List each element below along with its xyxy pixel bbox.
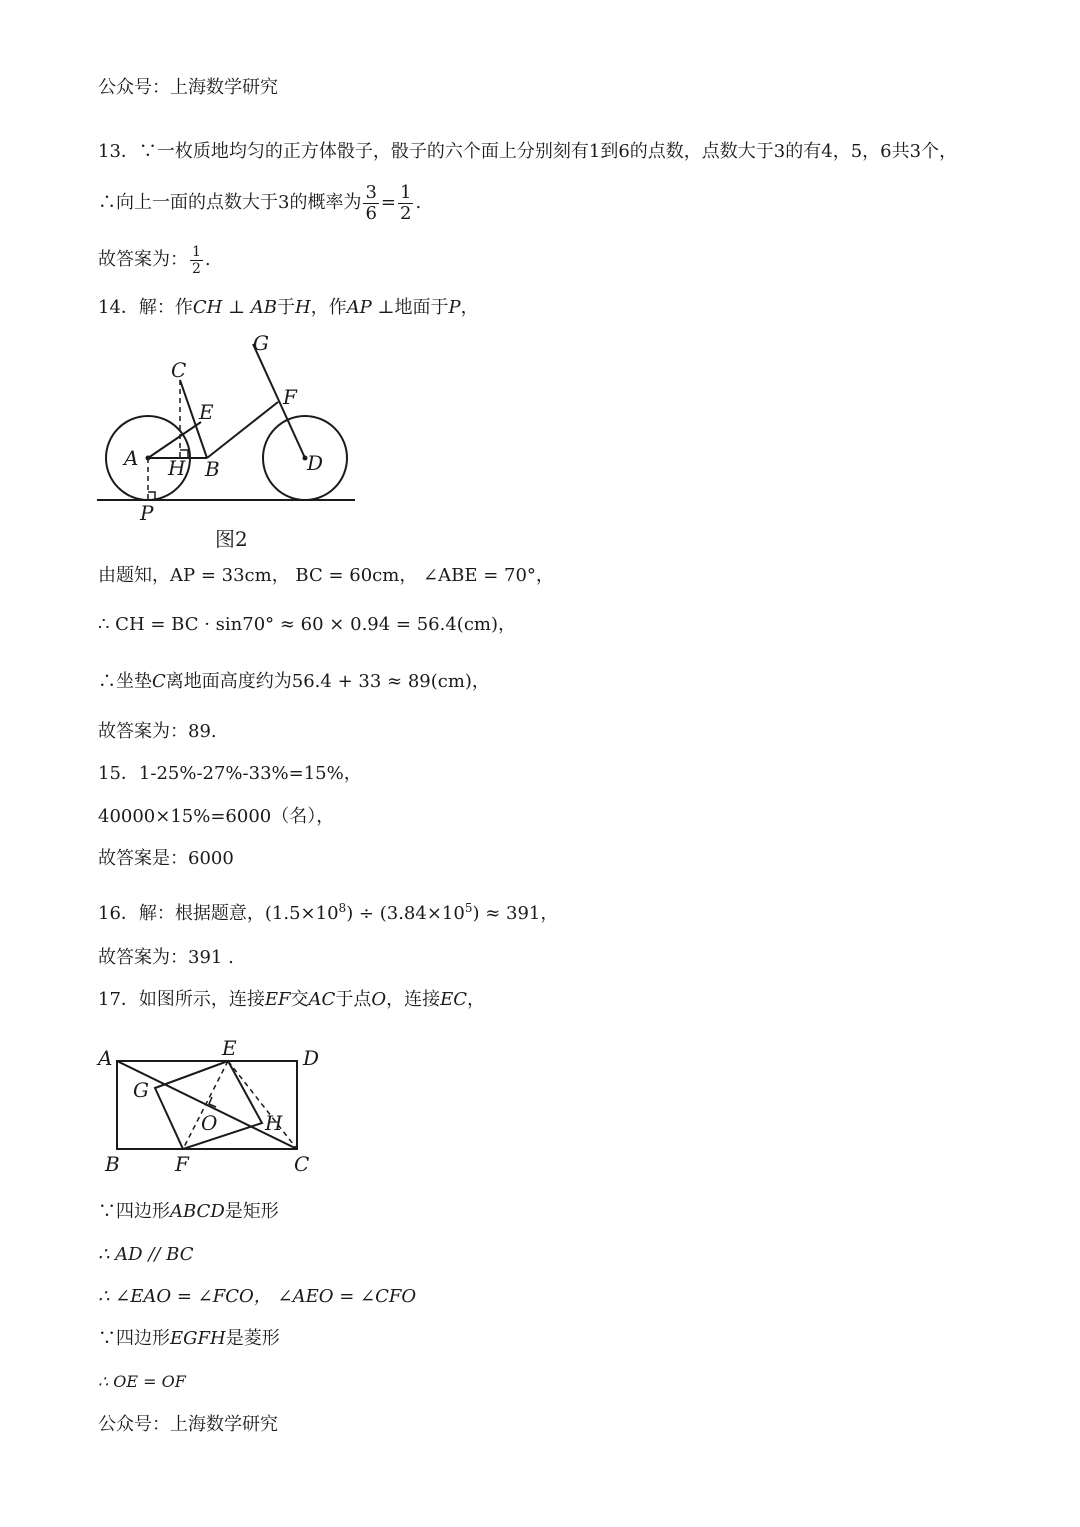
bicycle-figure [95,330,365,555]
label-E: E [222,1036,237,1060]
label-E: E [199,400,214,424]
q17-intro-c: 交 [290,989,309,1010]
q13-answer-prefix: 故答案为： [98,249,188,270]
q13-line2-suffix: . [415,192,422,213]
q13-answer-suffix: . [204,249,211,270]
label-O: O [201,1111,218,1135]
q16-prefix: 16．解：根据题意， [98,903,265,924]
q14-answer: 故答案为：89. [98,721,217,742]
q14-intro-c: 于 [276,297,295,318]
q17-s5: ∴ OE = OF [98,1372,186,1391]
label-D: D [303,1046,320,1070]
q14-intro-f: AP ⊥ [346,297,395,318]
q17-s1-c: 是矩形 [224,1201,279,1222]
q14-step1: ∴ CH = BC · sin70° ≈ 60 × 0.94 = 56.4(cm)， [98,614,516,635]
q13-fraction-1 [363,183,378,224]
q17-intro-h: EC [440,989,468,1010]
label-G: G [133,1078,149,1102]
q13-fraction-2 [398,183,413,224]
label-C: C [294,1152,310,1176]
segment-GD [253,344,305,458]
q16-answer: 故答案为：391 . [98,947,234,968]
q14-intro-h: P [448,297,461,318]
label-A: A [98,1046,113,1070]
segment-EC-dashed [228,1061,297,1149]
q14-intro-b: CH ⊥ AB [192,297,277,318]
q13-line2-prefix: ∴向上一面的点数大于3的概率为 [98,192,362,213]
q13-ans-denominator: 2 [192,260,201,277]
q13-f2-denominator: 2 [400,202,412,224]
q14-step2 [98,668,490,696]
q16-line1 [98,894,558,928]
q14-step2-a: ∴坐垫 [98,671,152,692]
q14-given: 由题知，AP = 33cm， BC = 60cm， ∠ABE = 70°， [98,565,554,586]
figure-caption: 图2 [215,527,248,551]
label-H: H [168,456,186,480]
q15-line2: 40000×15%=6000（名）， [98,806,335,827]
q17-intro-f: O [371,989,387,1010]
q16-expr-3: ) ≈ 391， [472,903,559,924]
q13-line2 [98,180,421,226]
q15-answer: 故答案是：6000 [98,848,234,869]
q17-intro-i: ， [467,989,486,1010]
q13-equals: = [380,192,396,213]
q14-step2-b: C [152,671,166,692]
label-F: F [175,1152,189,1176]
point-A [146,456,151,461]
q17-intro-a: 17．如图所示，连接 [98,989,265,1010]
q17-s1-b: ABCD [170,1201,225,1222]
q17-s4-a: ∵四边形 [98,1328,170,1349]
page-footer: 公众号：上海数学研究 [98,1414,278,1435]
q17-intro-d: AC [308,989,336,1010]
q17-intro-e: 于点 [335,989,372,1010]
q17-intro [98,986,485,1014]
segment-AE [148,422,201,458]
q13-f1-denominator: 6 [365,202,377,224]
q14-step2-c: 离地面高度约为56.4 + 33 ≈ 89(cm)， [165,671,490,692]
q17-intro-g: ，连接 [386,989,441,1010]
q13-f2-numerator: 1 [400,181,412,203]
label-D: D [307,451,324,475]
label-P: P [140,501,154,525]
label-H: H [265,1111,283,1135]
q14-intro-e: ，作 [310,297,347,318]
rectangle-figure [95,1035,330,1180]
q14-intro [98,294,479,322]
page-header: 公众号：上海数学研究 [98,77,278,98]
label-C: C [171,358,187,382]
q16-exp-2: 5 [464,901,473,915]
q16-expr-1: (1.5×10 [264,903,339,924]
q17-s1 [98,1198,279,1226]
q13-f1-numerator: 3 [365,181,377,203]
q17-s3: ∴ ∠EAO = ∠FCO， ∠AEO = ∠CFO [98,1286,417,1307]
label-B: B [205,457,220,481]
q13-answer-fraction [190,244,203,277]
q17-s4-c: 是菱形 [225,1328,280,1349]
q17-intro-b: EF [264,989,291,1010]
q15-line1: 15．1-25%-27%-33%=15%， [98,763,362,784]
diagonal-AC [117,1061,297,1149]
q17-s2: ∴ AD // BC [98,1244,194,1265]
q13-ans-numerator: 1 [192,243,201,260]
label-G: G [253,331,269,355]
label-A: A [124,446,139,470]
q17-s4-b: EGFH [170,1328,226,1349]
q14-intro-d: H [294,297,311,318]
label-F: F [283,385,297,409]
q16-exp-1: 8 [338,901,347,915]
q13-line1: 13．∵一枚质地均匀的正方体骰子，骰子的六个面上分别刻有1到6的点数，点数大于3的有4，5，6共3个， [98,141,958,162]
q13-answer [98,240,211,280]
segment-BF [207,402,278,458]
q16-expr-2: ) ÷ (3.84×10 [346,903,465,924]
q14-intro-a: 14．解：作 [98,297,193,318]
label-B: B [105,1152,120,1176]
q14-intro-i: ， [460,297,479,318]
q17-s1-a: ∵四边形 [98,1201,170,1222]
q17-s4 [98,1325,280,1353]
q14-intro-g: 地面于 [394,297,449,318]
